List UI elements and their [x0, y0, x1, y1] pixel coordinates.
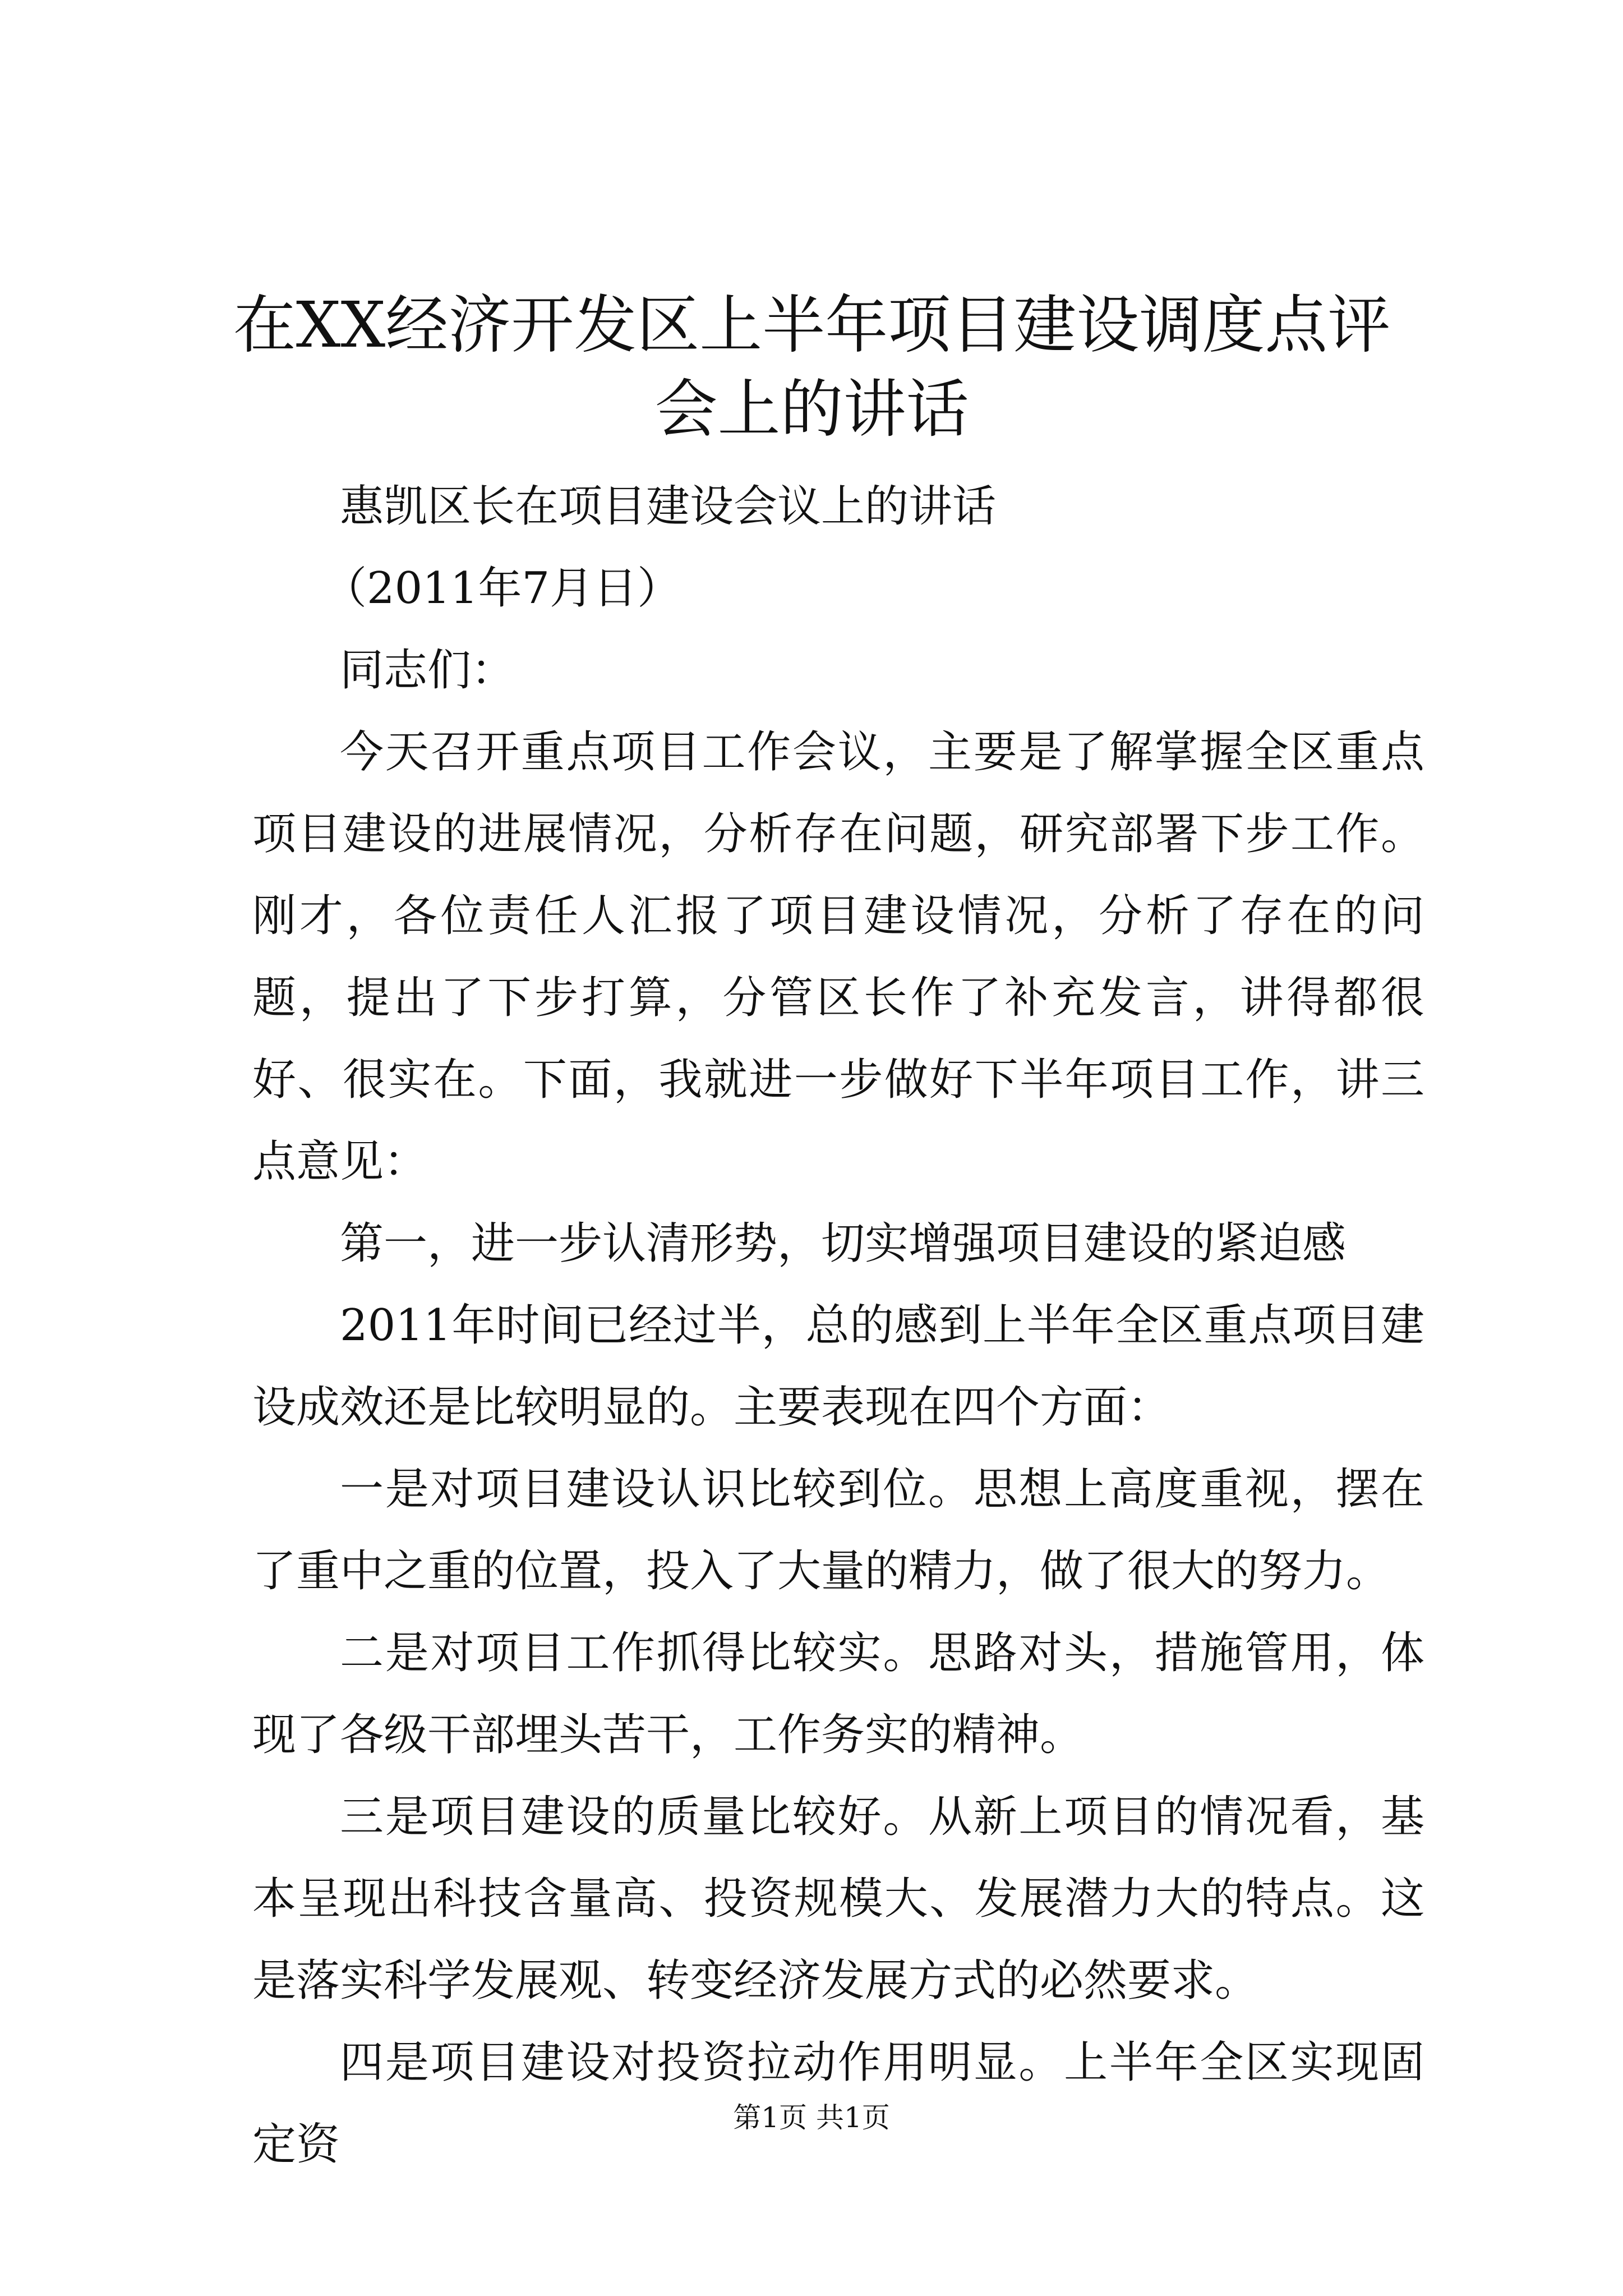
document-title: 在XX经济开发区上半年项目建设调度点评会上的讲话 [233, 289, 1391, 446]
page-footer: 第1页 共1页 [733, 2101, 890, 2134]
speaker-line: 惠凯区长在项目建设会议上的讲话 [340, 481, 997, 532]
paragraph-intro: 今天召开重点项目工作会议，主要是了解掌握全区重点项目建设的进展情况，分析存在问题，研究部署下步工作。刚才，各位责任人汇报了项目建设情况，分析了存在的问题，提出了下步打算，分管区长作了补充发言，讲得都很好、很实在。下面，我就进一步做好下半年项目工作，讲三点意见： [252, 727, 1424, 1187]
document-body [252, 466, 1424, 2185]
paragraph-point-one: 一是对项目建设认识比较到位。思想上高度重视，摆在了重中之重的位置，投入了大量的精力，做了很大的努力。 [252, 1464, 1424, 1596]
section-heading-one: 第一，进一步认清形势，切实增强项目建设的紧迫感 [340, 1218, 1347, 1269]
paragraph-point-two: 二是对项目工作抓得比较实。思路对头，措施管用，体现了各级干部埋头苦干，工作务实的精神。 [252, 1628, 1424, 1760]
paragraph-point-four: 四是项目建设对投资拉动作用明显。上半年全区实现固定资 [252, 2037, 1424, 2170]
paragraph-overview: 2011年时间已经过半，总的感到上半年全区重点项目建设成效还是比较明显的。主要表现在四个方面： [252, 1300, 1424, 1433]
paragraph-point-three: 三是项目建设的质量比较好。从新上项目的情况看，基本呈现出科技含量高、投资规模大、发展潜力大的特点。这是落实科学发展观、转变经济发展方式的必然要求。 [252, 1792, 1424, 2006]
date-line: （2011年7月日） [323, 563, 681, 614]
salutation: 同志们： [340, 645, 515, 696]
